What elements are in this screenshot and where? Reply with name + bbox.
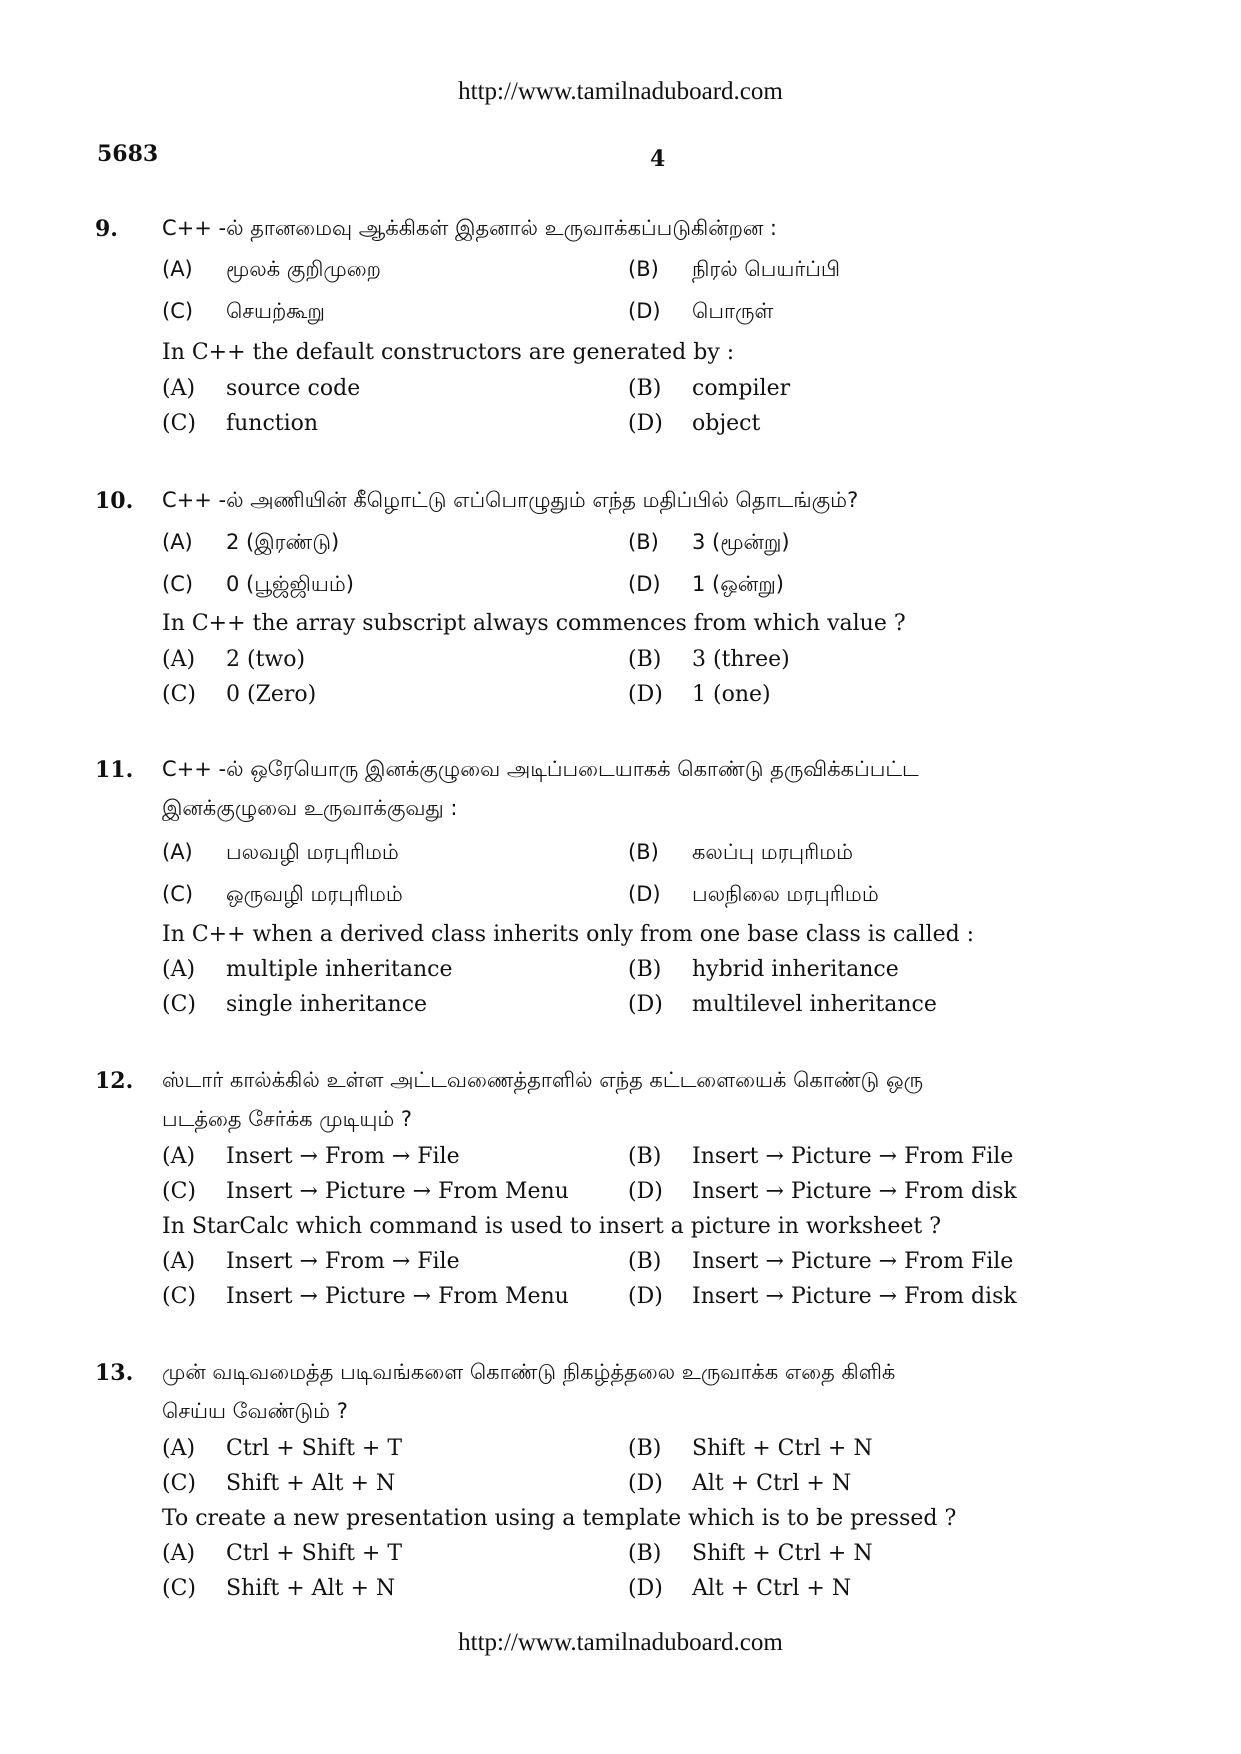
option-label: (A) — [162, 376, 196, 401]
question-tamil-text: C++ -ல் தானமைவு ஆக்கிகள் இதனால் உருவாக்கப்படுகின்றன : — [162, 216, 777, 240]
option-text: 1 (one) — [692, 682, 771, 707]
option-label: (C) — [162, 299, 194, 323]
option-label: (D) — [628, 411, 663, 436]
option-label: (D) — [628, 1179, 663, 1204]
option-text: Insert → Picture → From disk — [692, 1179, 1017, 1204]
option-text: Ctrl + Shift + T — [226, 1541, 402, 1566]
tamil-option-b — [628, 1436, 873, 1461]
option-text: பொருள் — [692, 299, 774, 323]
question-english-text: In C++ when a derived class inherits only from one base class is called : — [162, 922, 975, 947]
option-text: Insert → Picture → From disk — [692, 1284, 1017, 1309]
english-option-d — [628, 992, 937, 1017]
option-text: Insert → From → File — [226, 1144, 460, 1169]
option-text: 2 (இரண்டு) — [226, 530, 340, 554]
english-option-d — [628, 1284, 1017, 1309]
question-number: 13. — [95, 1360, 134, 1386]
option-label: (A) — [162, 1541, 196, 1566]
question-tamil-text: C++ -ல் ஒரேயொரு இனக்குழுவை அடிப்படையாகக் கொண்டு தருவிக்கப்பட்ட — [162, 757, 919, 781]
option-text: 1 (ஒன்று) — [692, 572, 784, 596]
tamil-option-b — [628, 530, 790, 557]
tamil-option-c — [162, 1471, 395, 1496]
option-label: (A) — [162, 1144, 196, 1169]
tamil-option-a — [162, 840, 399, 867]
option-label: (B) — [628, 376, 662, 401]
tamil-option-c — [162, 572, 354, 599]
english-option-d — [628, 682, 771, 707]
option-text: Alt + Ctrl + N — [692, 1471, 852, 1496]
tamil-option-b — [628, 840, 853, 867]
option-text: function — [226, 411, 319, 436]
option-label: (D) — [628, 572, 661, 596]
header-url: http://www.tamilnaduboard.com — [458, 78, 783, 105]
option-text: பலவழி மரபுரிமம் — [226, 840, 399, 864]
english-option-a — [162, 647, 305, 672]
option-text: மூலக் குறிமுறை — [226, 257, 381, 281]
question-tamil-text: முன் வடிவமைத்த படிவங்களை கொண்டு நிகழ்த்தலை உருவாக்க எதை கிளிக் — [162, 1360, 896, 1384]
option-text: 0 (Zero) — [226, 682, 317, 707]
option-label: (D) — [628, 1576, 663, 1601]
tamil-option-c — [162, 882, 403, 909]
option-text: Shift + Alt + N — [226, 1471, 396, 1496]
option-text: Shift + Ctrl + N — [692, 1436, 873, 1461]
option-text: source code — [226, 376, 361, 401]
tamil-option-a — [162, 1436, 402, 1461]
option-label: (D) — [628, 1471, 663, 1496]
option-label: (D) — [628, 299, 661, 323]
english-option-b — [628, 647, 790, 672]
option-text: கலப்பு மரபுரிமம் — [692, 840, 854, 864]
question-number: 12. — [95, 1068, 134, 1094]
question-english-text: In C++ the array subscript always commences from which value ? — [162, 611, 906, 636]
option-label: (B) — [628, 957, 662, 982]
option-text: Insert → Picture → From File — [692, 1144, 1014, 1169]
english-option-c — [162, 992, 427, 1017]
english-option-a — [162, 1541, 402, 1566]
option-label: (A) — [162, 647, 196, 672]
question-tamil-text: C++ -ல் அணியின் கீழொட்டு எப்பொழுதும் எந்த மதிப்பில் தொடங்கும்? — [162, 488, 859, 512]
option-text: Insert → Picture → From Menu — [226, 1179, 569, 1204]
english-option-c — [162, 1576, 395, 1601]
option-label: (C) — [162, 992, 196, 1017]
option-label: (D) — [628, 882, 661, 906]
english-option-b — [628, 376, 790, 401]
option-label: (B) — [628, 1541, 662, 1566]
option-text: 3 (மூன்று) — [692, 530, 790, 554]
tamil-option-d — [628, 1179, 1017, 1204]
option-label: (C) — [162, 1284, 196, 1309]
english-option-c — [162, 411, 318, 436]
question-number: 9. — [95, 216, 118, 242]
option-label: (B) — [628, 530, 659, 554]
option-label: (A) — [162, 840, 193, 864]
option-text: Shift + Ctrl + N — [692, 1541, 873, 1566]
option-label: (A) — [162, 257, 193, 281]
question-number: 10. — [95, 488, 134, 514]
option-text: Insert → Picture → From Menu — [226, 1284, 569, 1309]
tamil-option-b — [628, 1144, 1013, 1169]
option-text: multiple inheritance — [226, 957, 453, 982]
option-label: (A) — [162, 1249, 196, 1274]
option-text: Alt + Ctrl + N — [692, 1576, 852, 1601]
option-label: (C) — [162, 1179, 196, 1204]
option-label: (B) — [628, 840, 659, 864]
question-tamil-text-cont: படத்தை சேர்க்க முடியும் ? — [162, 1107, 413, 1131]
tamil-option-d — [628, 299, 773, 326]
question-english-text: To create a new presentation using a template which is to be pressed ? — [162, 1506, 957, 1531]
option-label: (B) — [628, 1249, 662, 1274]
option-text: 3 (three) — [692, 647, 790, 672]
option-text: 2 (two) — [226, 647, 306, 672]
english-option-b — [628, 957, 899, 982]
option-text: 0 (பூஜ்ஜியம்) — [226, 572, 354, 596]
option-text: Insert → From → File — [226, 1249, 460, 1274]
tamil-option-b — [628, 257, 840, 284]
tamil-option-d — [628, 882, 879, 909]
english-option-a — [162, 957, 453, 982]
tamil-option-d — [628, 1471, 851, 1496]
tamil-option-a — [162, 257, 381, 284]
question-tamil-text: ஸ்டார் கால்க்கில் உள்ள அட்டவணைத்தாளில் எந்த கட்டளையைக் கொண்டு ஒரு — [162, 1068, 924, 1092]
option-text: multilevel inheritance — [692, 992, 937, 1017]
option-label: (B) — [628, 1144, 662, 1169]
option-text: Shift + Alt + N — [226, 1576, 396, 1601]
english-option-d — [628, 411, 760, 436]
option-label: (B) — [628, 647, 662, 672]
option-text: செயற்கூறு — [226, 299, 325, 323]
paper-code: 5683 — [97, 141, 159, 167]
question-english-text: In C++ the default constructors are generated by : — [162, 340, 735, 365]
option-label: (B) — [628, 257, 659, 281]
option-label: (C) — [162, 411, 196, 436]
english-option-b — [628, 1541, 873, 1566]
question-tamil-text-cont: இனக்குழுவை உருவாக்குவது : — [162, 796, 458, 820]
question-english-text: In StarCalc which command is used to insert a picture in worksheet ? — [162, 1214, 942, 1239]
tamil-option-a — [162, 530, 339, 557]
option-text: Ctrl + Shift + T — [226, 1436, 402, 1461]
tamil-option-c — [162, 299, 325, 326]
english-option-c — [162, 682, 316, 707]
question-number: 11. — [95, 757, 134, 783]
option-label: (A) — [162, 1436, 196, 1461]
english-option-a — [162, 1249, 460, 1274]
english-option-d — [628, 1576, 851, 1601]
option-text: ஒருவழி மரபுரிமம் — [226, 882, 403, 906]
option-text: object — [692, 411, 761, 436]
option-label: (A) — [162, 530, 193, 554]
tamil-option-a — [162, 1144, 460, 1169]
option-text: நிரல் பெயர்ப்பி — [692, 257, 841, 281]
option-label: (D) — [628, 1284, 663, 1309]
option-label: (C) — [162, 682, 196, 707]
english-option-b — [628, 1249, 1013, 1274]
english-option-a — [162, 376, 360, 401]
question-tamil-text-cont: செய்ய வேண்டும் ? — [162, 1399, 348, 1423]
option-text: compiler — [692, 376, 791, 401]
option-label: (A) — [162, 957, 196, 982]
page-number: 4 — [650, 146, 666, 172]
option-label: (C) — [162, 882, 194, 906]
tamil-option-d — [628, 572, 784, 599]
tamil-option-c — [162, 1179, 569, 1204]
english-option-c — [162, 1284, 569, 1309]
option-label: (B) — [628, 1436, 662, 1461]
option-text: single inheritance — [226, 992, 428, 1017]
option-text: Insert → Picture → From File — [692, 1249, 1014, 1274]
option-label: (C) — [162, 572, 194, 596]
option-label: (D) — [628, 682, 663, 707]
option-label: (C) — [162, 1471, 196, 1496]
option-label: (D) — [628, 992, 663, 1017]
footer-url: http://www.tamilnaduboard.com — [458, 1629, 783, 1656]
option-label: (C) — [162, 1576, 196, 1601]
option-text: hybrid inheritance — [692, 957, 899, 982]
option-text: பலநிலை மரபுரிமம் — [692, 882, 879, 906]
